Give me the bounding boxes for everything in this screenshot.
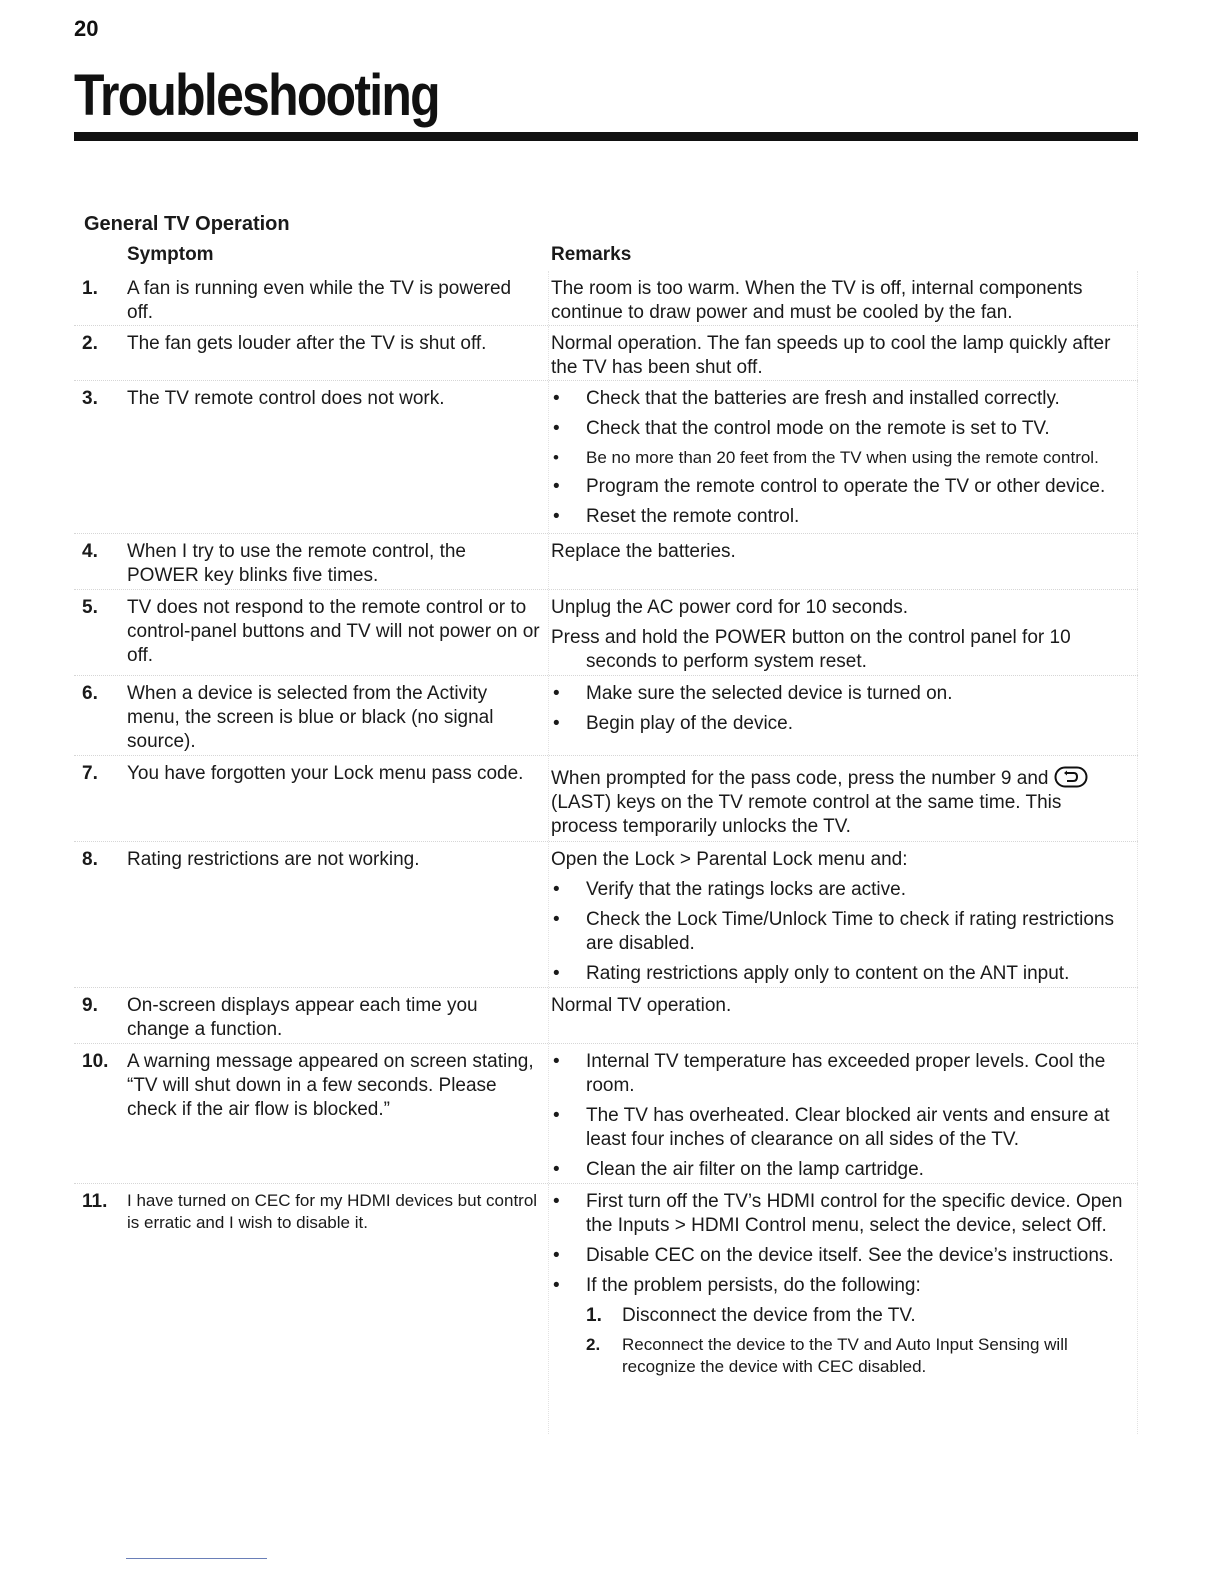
- step-item: [586, 1304, 1131, 1328]
- table-row: [74, 756, 1138, 842]
- table-row: [74, 676, 1138, 756]
- page-number: 20: [74, 16, 99, 41]
- row-number: 10.: [82, 1051, 109, 1072]
- symptom-text: TV does not respond to the remote control or to control-panel buttons and TV will not power on or off.: [127, 597, 540, 666]
- remark-bullet: • Check that the batteries are fresh and installed correctly.: [551, 387, 1131, 411]
- symptom-text: When a device is selected from the Activity menu, the screen is blue or black (no signal source).: [127, 683, 494, 752]
- remark-text-part: When prompted for the pass code, press the number 9 and: [551, 768, 1049, 789]
- remark-bullet: • Program the remote control to operate the TV or other device.: [551, 475, 1131, 499]
- step-number: 1.: [586, 1305, 602, 1326]
- symptom-text: A warning message appeared on screen stating, “TV will shut down in a few seconds. Please check if the air flow is blocked.”: [127, 1051, 534, 1120]
- remark-bullet: • Begin play of the device.: [551, 712, 1131, 736]
- row-number: 9.: [82, 995, 98, 1016]
- remark-bullet: • The TV has overheated. Clear blocked air vents and ensure at least four inches of clearance on all sides of the TV.: [551, 1104, 1131, 1152]
- remark-bullet: • If the problem persists, do the following:: [551, 1274, 1131, 1298]
- table-row: [74, 326, 1138, 381]
- page-title: Troubleshooting: [74, 63, 439, 128]
- remark-bullet: • Reset the remote control.: [551, 505, 1131, 529]
- row-number: 6.: [82, 683, 98, 704]
- row-number: 2.: [82, 333, 98, 354]
- remarks-column-header: Remarks: [551, 244, 632, 265]
- table-header: [74, 243, 1138, 271]
- symptom-text: On-screen displays appear each time you change a function.: [127, 995, 478, 1040]
- table-row: [74, 590, 1138, 676]
- step-text: Disconnect the device from the TV.: [622, 1305, 916, 1326]
- step-item: [586, 1334, 1131, 1378]
- step-text: Reconnect the device to the TV and Auto Input Sensing will recognize the device with CEC disabled.: [622, 1335, 1068, 1376]
- table-row: [74, 1184, 1138, 1434]
- remark-bullet: • Be no more than 20 feet from the TV when using the remote control.: [551, 447, 1131, 469]
- remark-text-part: (LAST) keys on the TV remote control at the same time. This process temporarily unlocks the TV.: [551, 792, 1062, 837]
- symptom-text: A fan is running even while the TV is powered off.: [127, 278, 512, 323]
- remark-text: Press and hold the POWER button on the control panel for 10 seconds to perform system reset.: [551, 627, 1071, 672]
- remark-text: Replace the batteries.: [551, 541, 736, 562]
- remark-text: Normal TV operation.: [551, 995, 732, 1016]
- remark-text: Normal operation. The fan speeds up to cool the lamp quickly after the TV has been shut off.: [551, 333, 1111, 378]
- symptom-column-header: Symptom: [127, 244, 214, 265]
- table-row: [74, 842, 1138, 988]
- symptom-text: The fan gets louder after the TV is shut off.: [127, 333, 487, 354]
- table-row: [74, 381, 1138, 534]
- remark-text: The room is too warm. When the TV is off, internal components continue to draw power and must be cooled by the fan.: [551, 278, 1083, 323]
- remark-bullet: • Check that the control mode on the remote is set to TV.: [551, 417, 1131, 441]
- symptom-text: Rating restrictions are not working.: [127, 849, 420, 870]
- last-key-icon: [1054, 766, 1088, 788]
- row-number: 11.: [82, 1191, 108, 1212]
- table-row: [74, 988, 1138, 1044]
- table-row: [74, 271, 1138, 326]
- troubleshooting-table: [74, 243, 1138, 1434]
- remark-bullet: • Rating restrictions apply only to content on the ANT input.: [551, 962, 1131, 986]
- remark-bullet: • Verify that the ratings locks are active.: [551, 878, 1131, 902]
- table-row: [74, 1044, 1138, 1184]
- table-row: [74, 534, 1138, 590]
- symptom-text: I have turned on CEC for my HDMI devices but control is erratic and I wish to disable it.: [127, 1191, 538, 1232]
- remark-text: [551, 766, 1131, 839]
- symptom-text: You have forgotten your Lock menu pass code.: [127, 763, 524, 784]
- step-number: 2.: [586, 1335, 601, 1354]
- remark-bullet: • Internal TV temperature has exceeded proper levels. Cool the room.: [551, 1050, 1131, 1098]
- remark-bullet: • Check the Lock Time/Unlock Time to check if rating restrictions are disabled.: [551, 908, 1131, 956]
- remark-text: Open the Lock > Parental Lock menu and:: [551, 849, 908, 870]
- section-heading: General TV Operation: [84, 213, 290, 235]
- row-number: 3.: [82, 388, 98, 409]
- remark-bullet: • Make sure the selected device is turned on.: [551, 682, 1131, 706]
- row-number: 1.: [82, 278, 98, 299]
- title-rule: [74, 132, 1138, 141]
- symptom-text: When I try to use the remote control, the POWER key blinks five times.: [127, 541, 466, 586]
- symptom-text: The TV remote control does not work.: [127, 388, 445, 409]
- remark-bullet: • First turn off the TV’s HDMI control for the specific device. Open the Inputs > HDMI Control menu, select the device, select Off.: [551, 1190, 1131, 1238]
- row-number: 8.: [82, 849, 98, 870]
- row-number: 4.: [82, 541, 98, 562]
- remark-text: Unplug the AC power cord for 10 seconds.: [551, 597, 908, 618]
- row-number: 5.: [82, 597, 98, 618]
- remark-bullet: • Clean the air filter on the lamp cartridge.: [551, 1158, 1131, 1182]
- row-number: 7.: [82, 763, 98, 784]
- remark-bullet: • Disable CEC on the device itself. See the device’s instructions.: [551, 1244, 1131, 1268]
- footer-line: [126, 1558, 267, 1559]
